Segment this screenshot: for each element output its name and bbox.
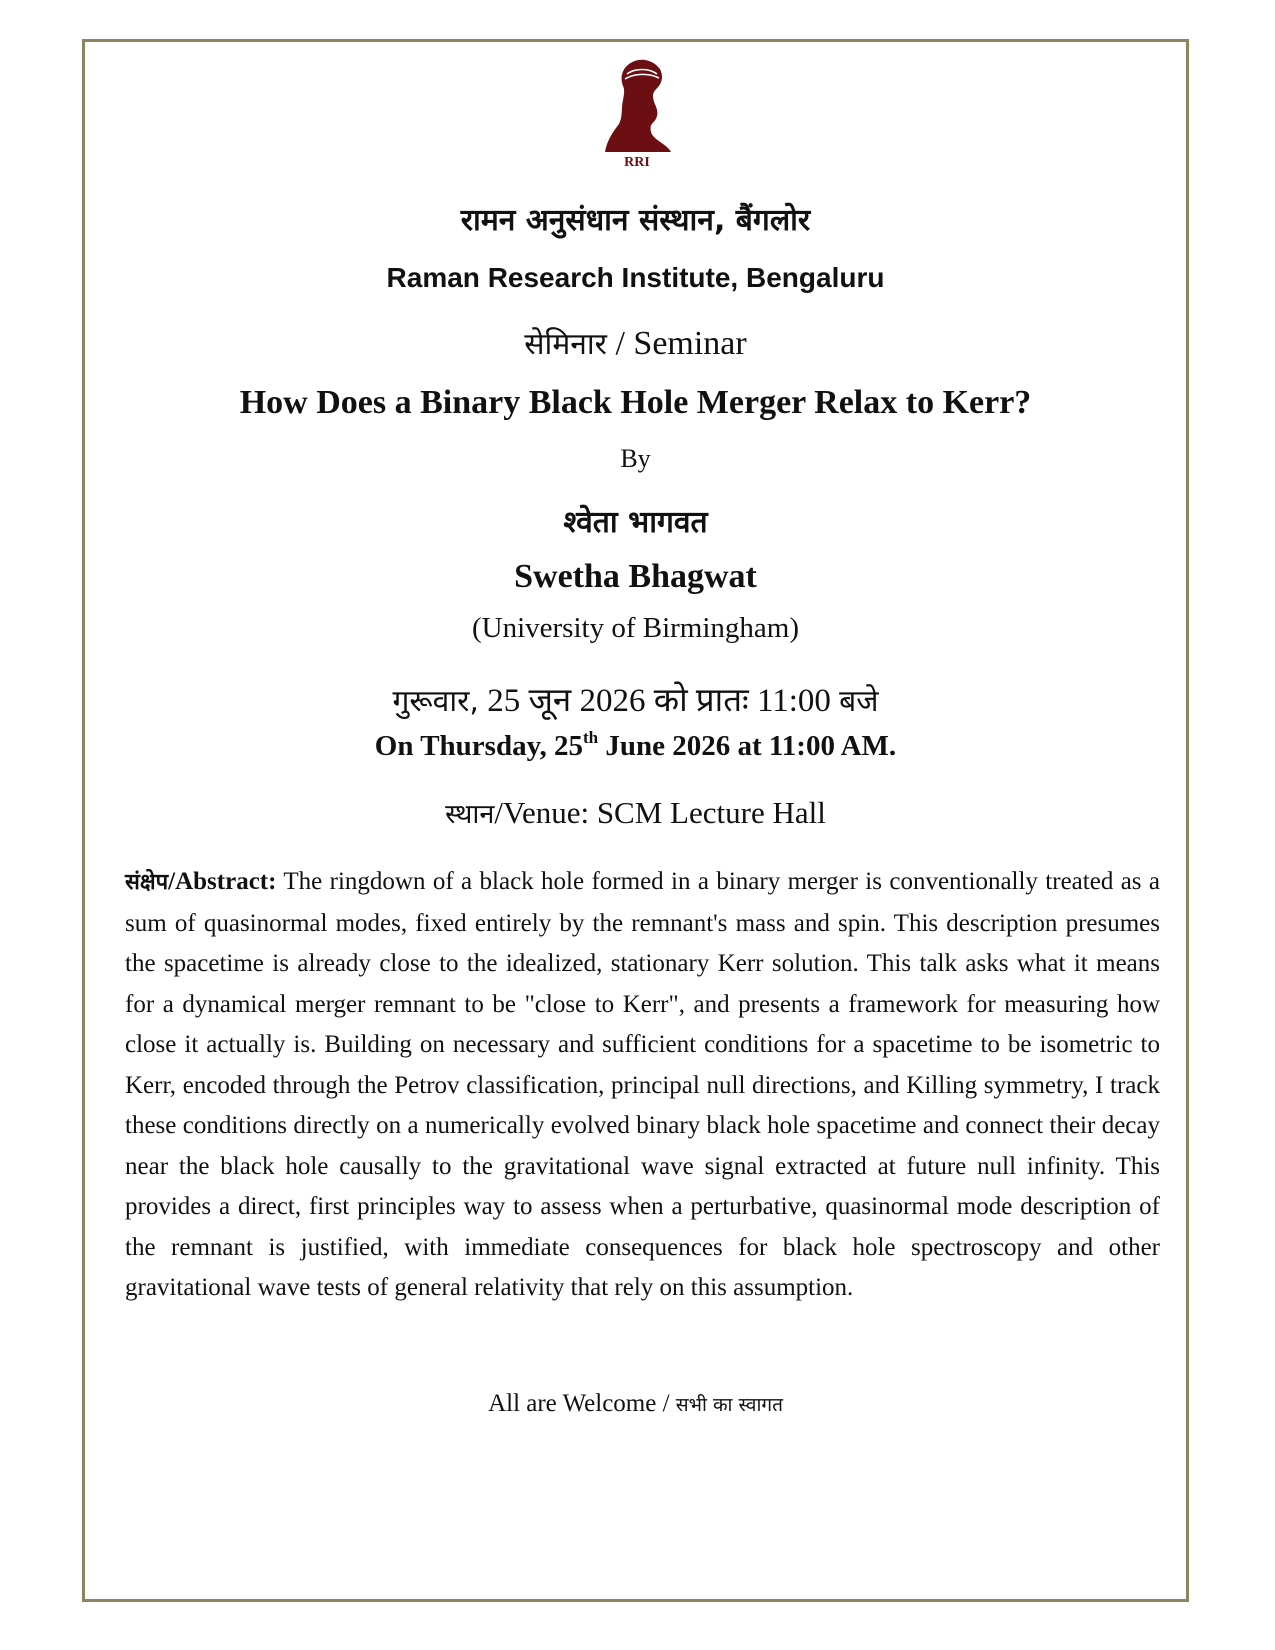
welcome-english: All are Welcome / xyxy=(488,1390,670,1417)
welcome-hindi: सभी का स्वागत xyxy=(675,1394,783,1416)
by-label: By xyxy=(620,444,651,473)
abstract-label-hindi: संक्षेप xyxy=(125,870,169,895)
date-rest: June 2026 at 11:00 AM. xyxy=(605,730,897,762)
seminar-hindi: सेमिनार xyxy=(524,327,607,362)
abstract-label xyxy=(125,868,276,895)
venue-hindi: स्थान xyxy=(445,799,495,830)
institute-english: Raman Research Institute, Bengaluru xyxy=(386,262,885,293)
speaker-hindi-name: श्वेता भागवत xyxy=(563,505,708,540)
date-hindi-day: गुरूवार, xyxy=(392,684,479,719)
abstract xyxy=(125,862,1160,1309)
date-hindi-end: बजे xyxy=(839,684,879,719)
venue xyxy=(82,794,1189,831)
welcome-note xyxy=(82,1390,1189,1418)
speaker-affiliation: (University of Birmingham) xyxy=(471,612,799,644)
seminar-english: Seminar xyxy=(633,325,747,362)
date-english xyxy=(82,730,1189,763)
seminar-heading xyxy=(82,322,1189,363)
seminar-separator: / xyxy=(615,325,625,362)
date-hindi xyxy=(82,676,1189,721)
talk-title: How Does a Binary Black Hole Merger Relax to Kerr? xyxy=(239,384,1032,421)
rri-logo-icon xyxy=(593,52,681,170)
date-suffix: th xyxy=(583,728,599,747)
abstract-label-english: /Abstract: xyxy=(168,868,277,895)
date-hindi-time: 11:00 xyxy=(756,683,831,719)
rri-logo xyxy=(593,52,681,170)
date-prefix: On Thursday, 25 xyxy=(374,730,583,762)
svg-text:RRI: RRI xyxy=(624,155,650,170)
venue-label: /Venue: SCM Lecture Hall xyxy=(494,795,826,830)
speaker-name: Swetha Bhagwat xyxy=(514,558,757,595)
institute-hindi: रामन अनुसंधान संस्थान, बैंगलोर xyxy=(460,203,811,238)
abstract-text: The ringdown of a black hole formed in a binary merger is conventionally treated as a sum of quasinormal modes, fixed entirely by the remnant's mass and spin. This description presumes the spacetime is already close to the idealized, stationary Kerr solution. This talk asks what it means for a dynamical merger remnant to be "close to Kerr", and presents a framework for measuring how close it actually is. Building on necessary and sufficient conditions for a spacetime to be isometric to Kerr, encoded through the Petrov classification, principal null directions, and Killing symmetry, I track these conditions directly on a numerically evolved binary black hole spacetime and connect their decay near the black hole causally to the gravitational wave signal extracted at future null infinity. This provides a direct, first principles way to assess when a perturbative, quasinormal mode description of the remnant is justified, with immediate consequences for black hole spectroscopy and other gravitational wave tests of general relativity that rely on this assumption. xyxy=(125,868,1160,1301)
date-hindi-mid: 25 जून 2026 को प्रातः xyxy=(487,683,749,719)
